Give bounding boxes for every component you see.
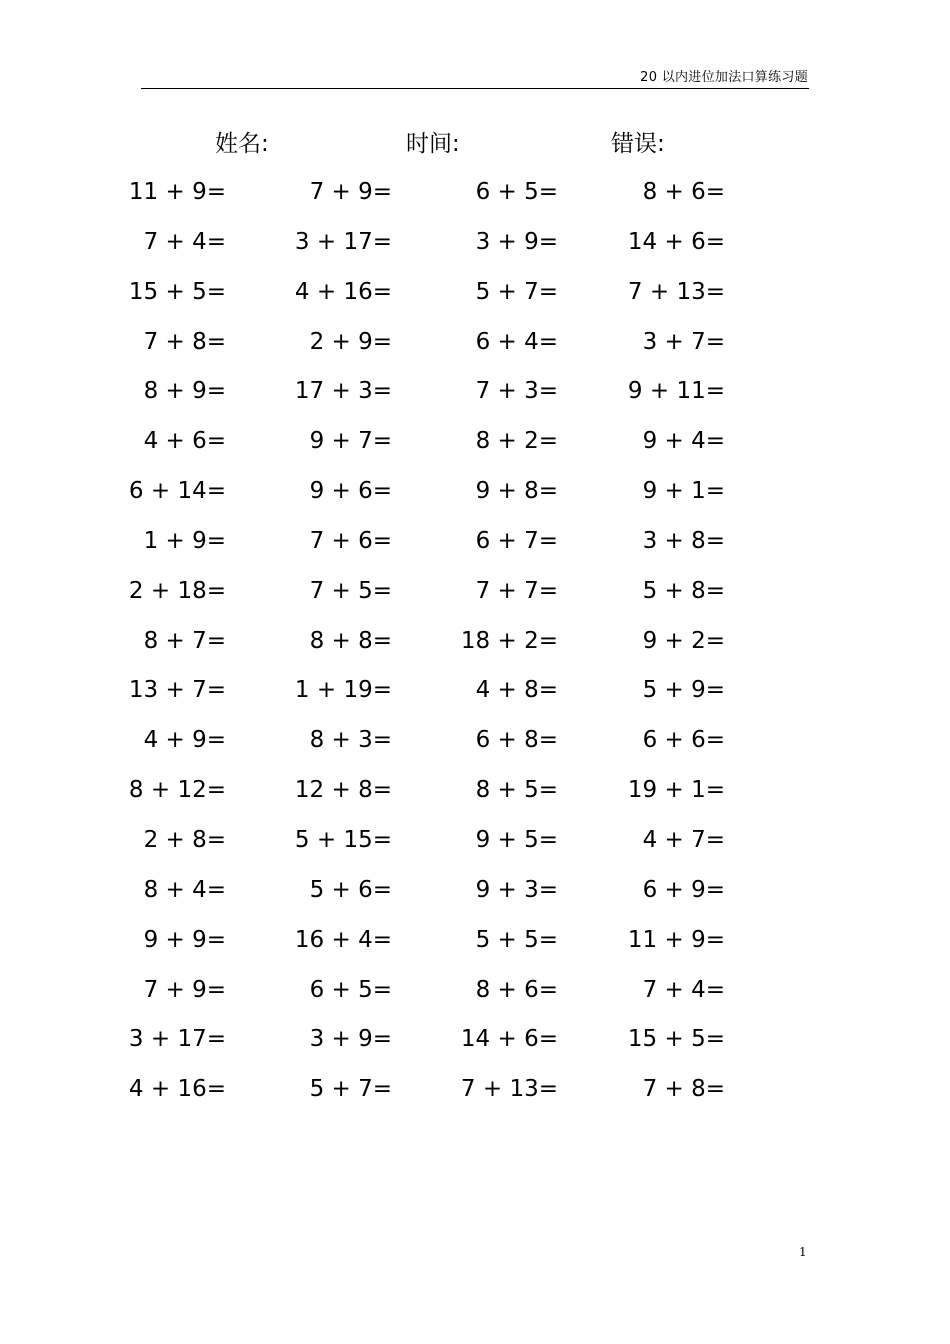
addition-problem: 11 + 9= [128,179,226,205]
addition-problem: 8 + 5= [475,777,558,804]
addition-problem: 7 + 4= [143,228,226,255]
problem-row [0,820,950,870]
addition-problem: 8 + 3= [309,727,392,754]
addition-problem: 16 + 4= [294,926,392,953]
problem-row [0,621,950,671]
addition-problem: 14 + 6= [627,228,725,255]
addition-problem: 3 + 9= [309,1026,392,1053]
addition-problem: 8 + 6= [642,179,725,205]
addition-problem: 8 + 7= [143,627,226,654]
addition-problem: 15 + 5= [128,278,226,305]
addition-problem: 5 + 9= [642,677,725,704]
addition-problem: 9 + 4= [642,428,725,455]
errors-label: 错误: [611,131,665,157]
addition-problem: 19 + 1= [627,777,725,804]
addition-problem: 9 + 5= [475,826,558,853]
addition-problem: 9 + 3= [475,876,558,903]
addition-problem: 13 + 7= [128,677,226,704]
addition-problem: 6 + 14= [128,478,226,505]
addition-problem: 6 + 5= [309,976,392,1003]
problem-row [0,571,950,621]
problem-row [0,1019,950,1069]
addition-problem: 6 + 8= [475,727,558,754]
addition-problem: 4 + 16= [128,1076,226,1103]
addition-problem: 7 + 3= [475,378,558,405]
addition-problem: 5 + 7= [309,1076,392,1103]
addition-problem: 6 + 9= [642,876,725,903]
addition-problem: 7 + 6= [309,527,392,554]
addition-problem: 8 + 4= [143,876,226,903]
time-label: 时间: [406,131,460,157]
addition-problem: 3 + 17= [294,228,392,255]
addition-problem: 6 + 5= [475,179,558,205]
addition-problem: 3 + 9= [475,228,558,255]
problem-row [0,172,950,222]
problem-row [0,322,950,372]
addition-problem: 2 + 18= [128,577,226,604]
addition-problem: 7 + 8= [143,328,226,355]
addition-problem: 4 + 7= [642,826,725,853]
addition-problem: 9 + 9= [143,926,226,953]
addition-problem: 5 + 6= [309,876,392,903]
problem-row [0,222,950,272]
addition-problem: 6 + 4= [475,328,558,355]
page-number: 1 [799,1245,807,1259]
addition-problem: 7 + 13= [460,1076,558,1103]
header-rule [141,88,809,89]
addition-problem: 6 + 6= [642,727,725,754]
header-title: 20 以内进位加法口算练习题 [640,70,808,85]
addition-problem: 9 + 11= [627,378,725,405]
addition-problem: 8 + 12= [128,777,226,804]
addition-problem: 3 + 17= [128,1026,226,1053]
addition-problem: 4 + 8= [475,677,558,704]
addition-problem: 8 + 8= [309,627,392,654]
addition-problem: 8 + 6= [475,976,558,1003]
problem-row [0,770,950,820]
addition-problem: 9 + 6= [309,478,392,505]
problem-row [0,970,950,1020]
addition-problem: 7 + 9= [143,976,226,1003]
problem-row [0,371,950,421]
addition-problem: 11 + 9= [627,926,725,953]
student-info-fields [0,125,950,161]
addition-problem: 9 + 7= [309,428,392,455]
addition-problem: 2 + 8= [143,826,226,853]
problem-row [0,870,950,920]
addition-problem: 18 + 2= [460,627,558,654]
problem-row [0,471,950,521]
addition-problem: 5 + 7= [475,278,558,305]
addition-problem: 1 + 19= [294,677,392,704]
addition-problem: 3 + 7= [642,328,725,355]
problem-row [0,1069,950,1119]
addition-problem: 6 + 7= [475,527,558,554]
problem-row [0,272,950,322]
addition-problem: 7 + 7= [475,577,558,604]
addition-problem: 7 + 4= [642,976,725,1003]
addition-problem: 8 + 9= [143,378,226,405]
addition-problem: 1 + 9= [143,527,226,554]
problem-row [0,521,950,571]
addition-problem: 17 + 3= [294,378,392,405]
addition-problem: 3 + 8= [642,527,725,554]
name-label: 姓名: [215,131,269,157]
addition-problem: 15 + 5= [627,1026,725,1053]
addition-problem: 4 + 16= [294,278,392,305]
addition-problem: 7 + 13= [627,278,725,305]
addition-problem: 5 + 15= [294,826,392,853]
addition-problem: 9 + 2= [642,627,725,654]
addition-problem: 14 + 6= [460,1026,558,1053]
addition-problem: 8 + 2= [475,428,558,455]
problem-row [0,421,950,471]
addition-problem: 4 + 6= [143,428,226,455]
addition-problem: 7 + 8= [642,1076,725,1103]
addition-problem: 4 + 9= [143,727,226,754]
addition-problem: 2 + 9= [309,328,392,355]
problem-row [0,670,950,720]
addition-problem: 5 + 8= [642,577,725,604]
addition-problem: 7 + 5= [309,577,392,604]
problem-row [0,720,950,770]
addition-problem: 12 + 8= [294,777,392,804]
addition-problem: 7 + 9= [309,179,392,205]
addition-problem: 9 + 8= [475,478,558,505]
addition-problem: 9 + 1= [642,478,725,505]
addition-problem: 5 + 5= [475,926,558,953]
problem-row [0,920,950,970]
problem-grid [0,172,950,1119]
